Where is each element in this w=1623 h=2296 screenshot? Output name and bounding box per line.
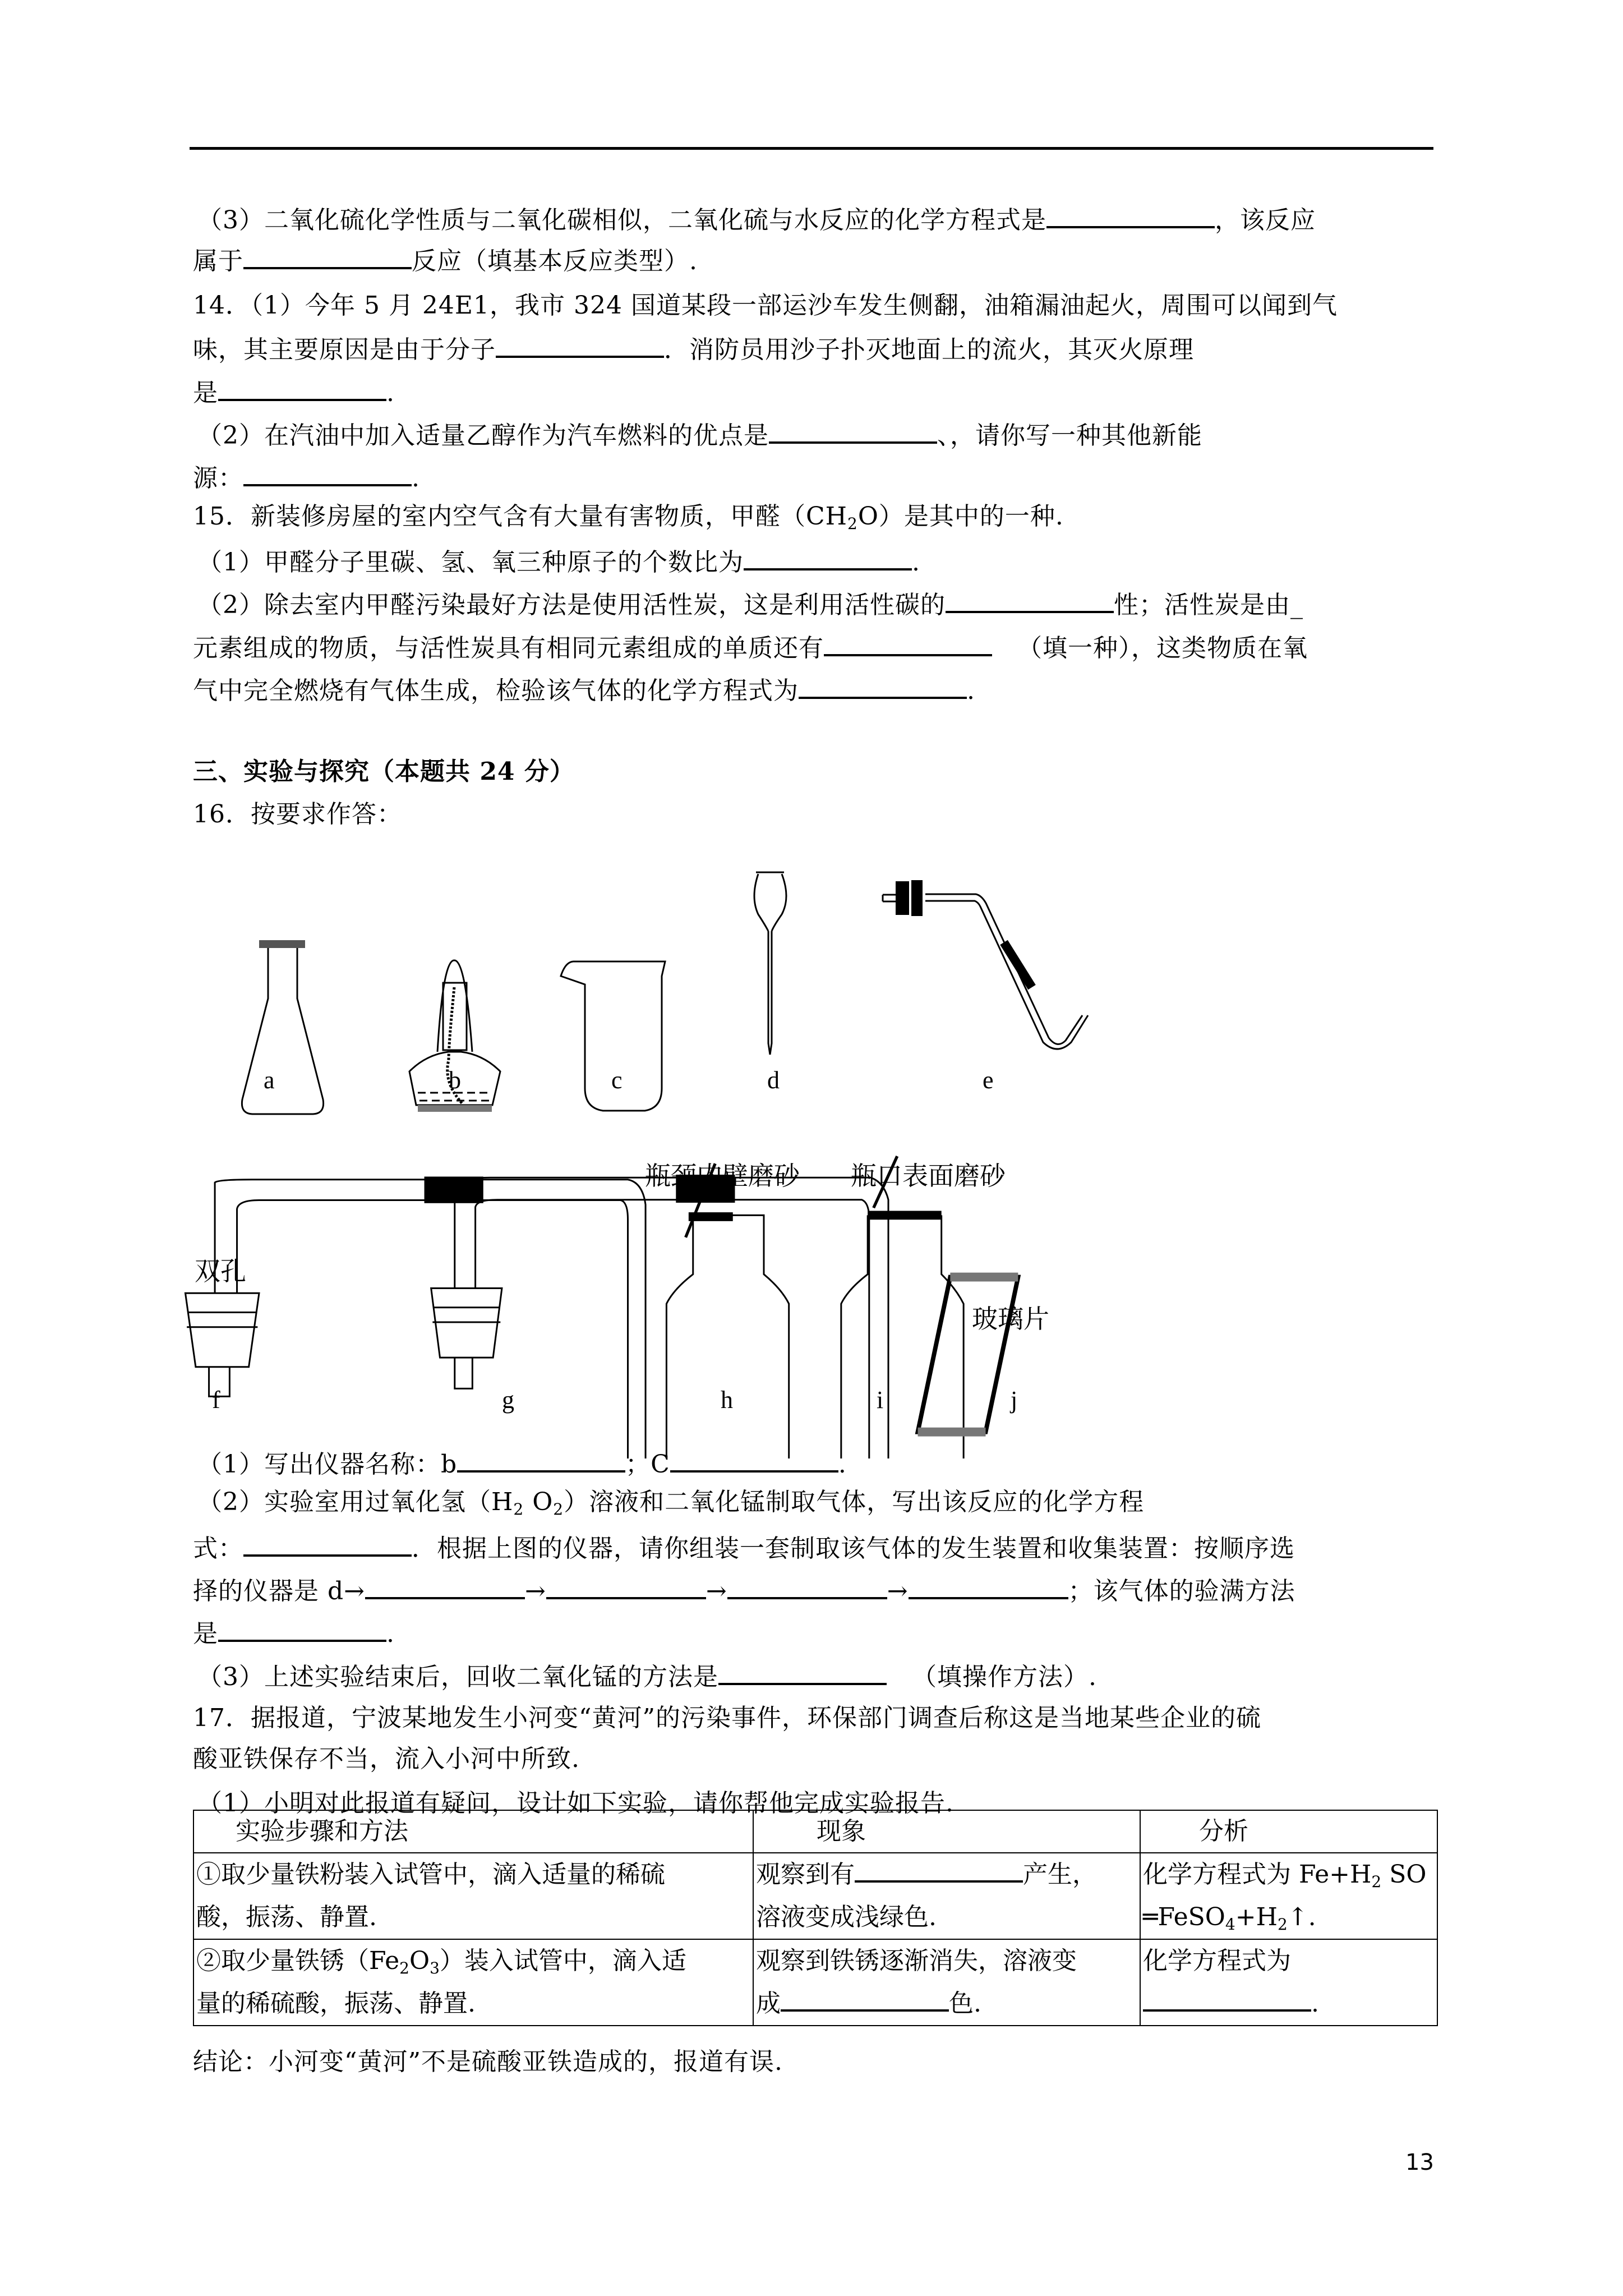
header-phenomenon: 现象 <box>817 1817 866 1846</box>
table-row: ①取少量铁粉装入试管中，滴入适量的稀硫 酸，振荡、静置. 观察到有 产生， 溶液变成浅绿色. 化学方程式为 $Fe+H_2$ SO $═FeSO_4+H_2↑$. <box>193 1853 1437 1939</box>
q17-line2: 酸亚铁保存不当，流入小河中所致. <box>193 1745 580 1773</box>
label-i: i <box>877 1386 884 1414</box>
label-c: c <box>611 1066 623 1094</box>
experiment-report-table <box>193 1810 1438 2026</box>
label-f: f <box>212 1386 220 1414</box>
q16-part1: （1）写出仪器名称：b ；C . <box>197 1444 847 1481</box>
section-title: 三、实验与探究（本题共 24 分） <box>193 757 575 786</box>
q14-line2: 味，其主要原因是由于分子 ．消防员用沙子扑灭地面上的流火，其灭火原理 <box>193 330 1194 367</box>
annotation-inner-neck-ground: 瓶颈内壁磨砂 <box>645 1161 800 1191</box>
answer-blank[interactable] <box>727 1571 887 1599</box>
q15-line3: （2）除去室内甲醛污染最好方法是使用活性炭，这是利用活性碳的 性；活性炭是由_ <box>197 585 1303 622</box>
q16-part2-line2: 式： ．根据上图的仪器，请你组装一套制取该气体的发生装置和收集装置：按顺序选 <box>193 1529 1295 1566</box>
q15-line2: （1）甲醛分子里碳、氢、氧三种原子的个数比为 . <box>197 542 920 579</box>
answer-blank[interactable] <box>718 1657 887 1685</box>
q16-part3: （3）上述实验结束后，回收二氧化锰的方法是 （填操作方法）. <box>197 1657 1097 1694</box>
q16-part2-line3: 择的仪器是 d→ → → → ；该气体的验满方法 <box>193 1571 1295 1608</box>
q17-line1: 17．据报道，宁波某地发生小河变“黄河”的污染事件，环保部门调查后称这是当地某些企业的硫 <box>193 1704 1261 1732</box>
label-d: d <box>767 1066 780 1094</box>
stopper-bent-tube-icon <box>883 880 1088 1049</box>
q16-prompt: 16．按要求作答： <box>193 800 402 829</box>
q13-part3-line1: （3）二氧化硫化学性质与二氧化碳相似，二氧化硫与水反应的化学方程式是 ，该反应 <box>197 200 1316 237</box>
q17-conclusion: 结论：小河变“黄河”不是硫酸亚铁造成的，报道有误. <box>193 2047 783 2076</box>
gas-jar-inner-ground-icon <box>666 1163 789 1458</box>
answer-blank[interactable] <box>457 1444 625 1473</box>
q15-line5: 气中完全燃烧有气体生成，检验该气体的化学方程式为 . <box>193 671 975 708</box>
answer-blank[interactable] <box>1143 1984 1311 2012</box>
single-hole-stopper-tube-icon <box>431 0 888 1458</box>
conical-flask-icon <box>242 940 323 1114</box>
q14-line1: 14．（1）今年 5 月 24E1，我市 324 国道某段一部运沙车发生侧翻，油箱漏油起火，周围可以闻到气 <box>193 291 1338 320</box>
q14-line3: 是 . <box>193 373 395 410</box>
annotation-mouth-ground: 瓶口表面磨砂 <box>851 1161 1006 1191</box>
double-hole-stopper-tube-icon <box>186 1176 646 1458</box>
label-j: j <box>1011 1386 1018 1414</box>
label-h: h <box>721 1386 733 1414</box>
page-number: 13 <box>1405 2150 1434 2175</box>
answer-blank[interactable] <box>670 1444 838 1473</box>
table-header-row <box>193 1810 1437 1853</box>
answer-blank[interactable] <box>243 1529 412 1557</box>
answer-blank[interactable] <box>365 1571 525 1599</box>
long-neck-funnel-icon <box>754 872 786 1055</box>
q15-line4: 元素组成的物质，与活性炭具有相同元素组成的单质还有 （填一种），这类物质在氧 <box>193 628 1308 665</box>
header-analysis: 分析 <box>1199 1817 1248 1846</box>
label-e: e <box>983 1066 994 1094</box>
answer-blank[interactable] <box>218 1614 386 1642</box>
table-row: ②取少量铁锈$(Fe_2O_3)$装入试管中，滴入适 量的稀硫酸，振荡、静置. 观察到铁锈逐渐消失，溶液变 成 色. 化学方程式为 . <box>193 1939 1437 2026</box>
annotation-double-hole: 双孔 <box>195 1256 246 1286</box>
answer-blank[interactable] <box>909 1571 1068 1599</box>
q13-part3-line2: 属于 反应（填基本反应类型）. <box>193 241 698 278</box>
answer-blank[interactable] <box>546 1571 706 1599</box>
answer-blank[interactable] <box>855 1855 1023 1883</box>
header-steps: 实验步骤和方法 <box>236 1817 408 1846</box>
q16-part2-line1: （2）实验室用过氧化氢（$H_2$ $O_2$）溶液和二氧化锰制取气体，写出该反应的化学方程 <box>197 1488 1145 1519</box>
q14-line4: （2）在汽油中加入适量乙醇作为汽车燃料的优点是 、，请你写一种其他新能 <box>197 416 1202 453</box>
q14-line5: 源： . <box>193 458 420 495</box>
q15-line1: 15．新装修房屋的室内空气含有大量有害物质，甲醛$(CH_2O)$是其中的一种. <box>193 502 1064 533</box>
annotation-glass-plate: 玻璃片 <box>972 1304 1049 1334</box>
answer-blank[interactable] <box>781 1984 949 2012</box>
label-b: b <box>449 1066 461 1094</box>
label-g: g <box>502 1386 514 1414</box>
label-a: a <box>264 1066 275 1094</box>
q17-line3: （1）小明对此报道有疑问，设计如下实验，请你帮他完成实验报告. <box>197 1789 954 1818</box>
q16-part2-line4: 是 . <box>193 1614 395 1651</box>
